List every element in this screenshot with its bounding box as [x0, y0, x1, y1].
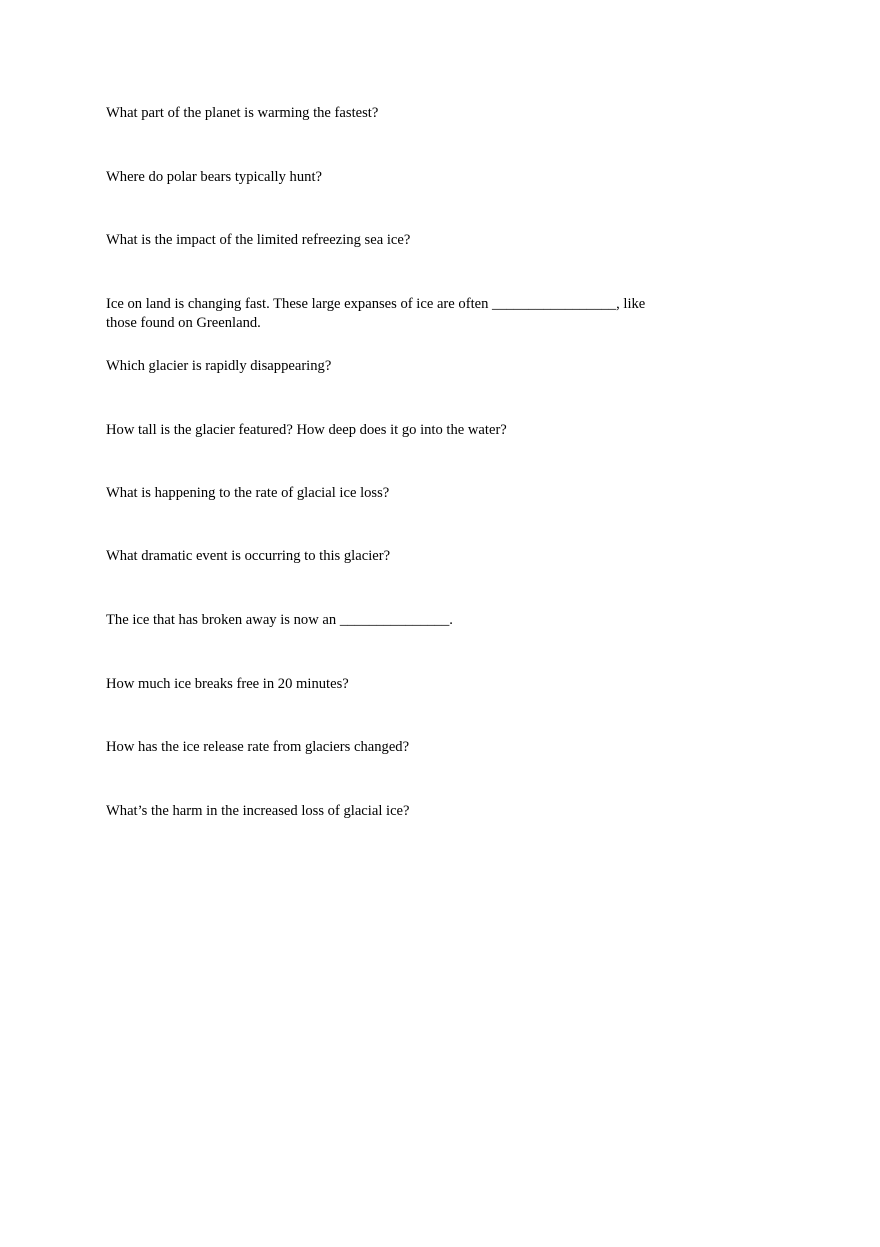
question-12: What’s the harm in the increased loss of glacial ice? — [106, 803, 410, 819]
question-6: How tall is the glacier featured? How deep does it go into the water? — [106, 422, 507, 438]
question-9: The ice that has broken away is now an _______________. — [106, 612, 453, 628]
question-5: Which glacier is rapidly disappearing? — [106, 358, 332, 374]
question-10: How much ice breaks free in 20 minutes? — [106, 676, 349, 692]
question-7: What is happening to the rate of glacial ice loss? — [106, 485, 390, 501]
question-1: What part of the planet is warming the fastest? — [106, 105, 379, 121]
question-11: How has the ice release rate from glaciers changed? — [106, 739, 410, 755]
question-4: Ice on land is changing fast. These large expanses of ice are often _________________, like those found on Greenland. — [106, 296, 646, 331]
question-3: What is the impact of the limited refreezing sea ice? — [106, 232, 411, 248]
question-2: Where do polar bears typically hunt? — [106, 169, 322, 185]
question-8: What dramatic event is occurring to this glacier? — [106, 548, 391, 564]
